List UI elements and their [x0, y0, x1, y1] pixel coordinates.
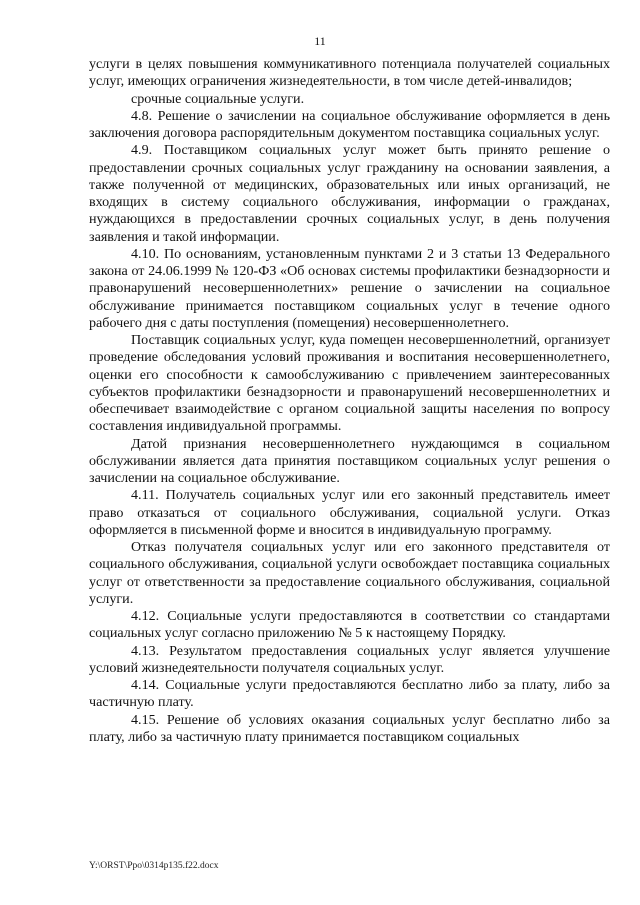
document-body	[89, 56, 610, 746]
paragraph-4-14: 4.14. Социальные услуги предоставляются бесплатно либо за плату, либо за частичную плату.	[89, 677, 610, 711]
paragraph-urgent-services: срочные социальные услуги.	[131, 90, 305, 107]
paragraph-4-9: 4.9. Поставщиком социальных услуг может быть принято решение о предоставлении срочных социальных услуг гражданину на основании заявления, а также полученной от медицинских, образовательных или иных организаций, не входящих в систему социального обслуживания, информации о гражданах, нуждающихся в предоставлении срочных социальных услуг, в день получения заявления и такой информации.	[89, 142, 610, 245]
paragraph-4-12: 4.12. Социальные услуги предоставляются в соответствии со стандартами социальных услуг согласно приложению № 5 к настоящему Порядку.	[89, 608, 610, 642]
paragraph-4-10-provider: Поставщик социальных услуг, куда помещен несовершеннолетний, организует проведение обследования условий проживания и воспитания несовершеннолетнего, оценки его способности к самообслуживанию с привлечением заинтересованных субъектов профилактики безнадзорности и правонарушений несовершеннолетних и обеспечивает взаимодействие с органом социальной защиты населения по вопросу составления индивидуальной программы.	[89, 332, 610, 435]
paragraph-4-15: 4.15. Решение об условиях оказания социальных услуг бесплатно либо за плату, либо за частичную плату принимается поставщиком социальных	[89, 711, 610, 745]
page-number: 11	[314, 34, 326, 48]
footer-file-path: Y:\ORST\Ppo\0314p135.f22.docx	[89, 861, 219, 871]
paragraph-4-10: 4.10. По основаниям, установленным пунктами 2 и 3 статьи 13 Федерального закона от 24.06.1999 № 120-ФЗ «Об основах системы профилактики безнадзорности и правонарушений несовершеннолетних» решение о зачислении на социальное обслуживание принимается поставщиком социальных услуг в течение одного рабочего дня с даты поступления (помещения) несовершеннолетнего.	[89, 245, 610, 331]
paragraph-4-13: 4.13. Результатом предоставления социальных услуг является улучшение условий жизнедеятельности получателя социальных услуг.	[89, 642, 610, 676]
paragraph-4-8: 4.8. Решение о зачислении на социальное обслуживание оформляется в день заключения договора распорядительным документом поставщика социальных услуг.	[89, 107, 610, 141]
paragraph-continuation: услуги в целях повышения коммуникативного потенциала получателей социальных услуг, имеющих ограничения жизнедеятельности, в том числе детей-инвалидов;	[89, 56, 610, 90]
paragraph-4-11: 4.11. Получатель социальных услуг или его законный представитель имеет право отказаться от социального обслуживания, социальной услуги. Отказ оформляется в письменной форме и вносится в индивидуальную программу.	[89, 487, 610, 538]
paragraph-4-11-refusal: Отказ получателя социальных услуг или его законного представителя от социального обслуживания, социальной услуги освобождает поставщика социальных услуг от ответственности за предоставление социального обслуживания, социальной услуги.	[89, 539, 610, 607]
paragraph-4-10-date: Датой признания несовершеннолетнего нуждающимся в социальном обслуживании является дата принятия поставщиком социальных услуг решения о зачислении на социальное обслуживание.	[89, 435, 610, 486]
